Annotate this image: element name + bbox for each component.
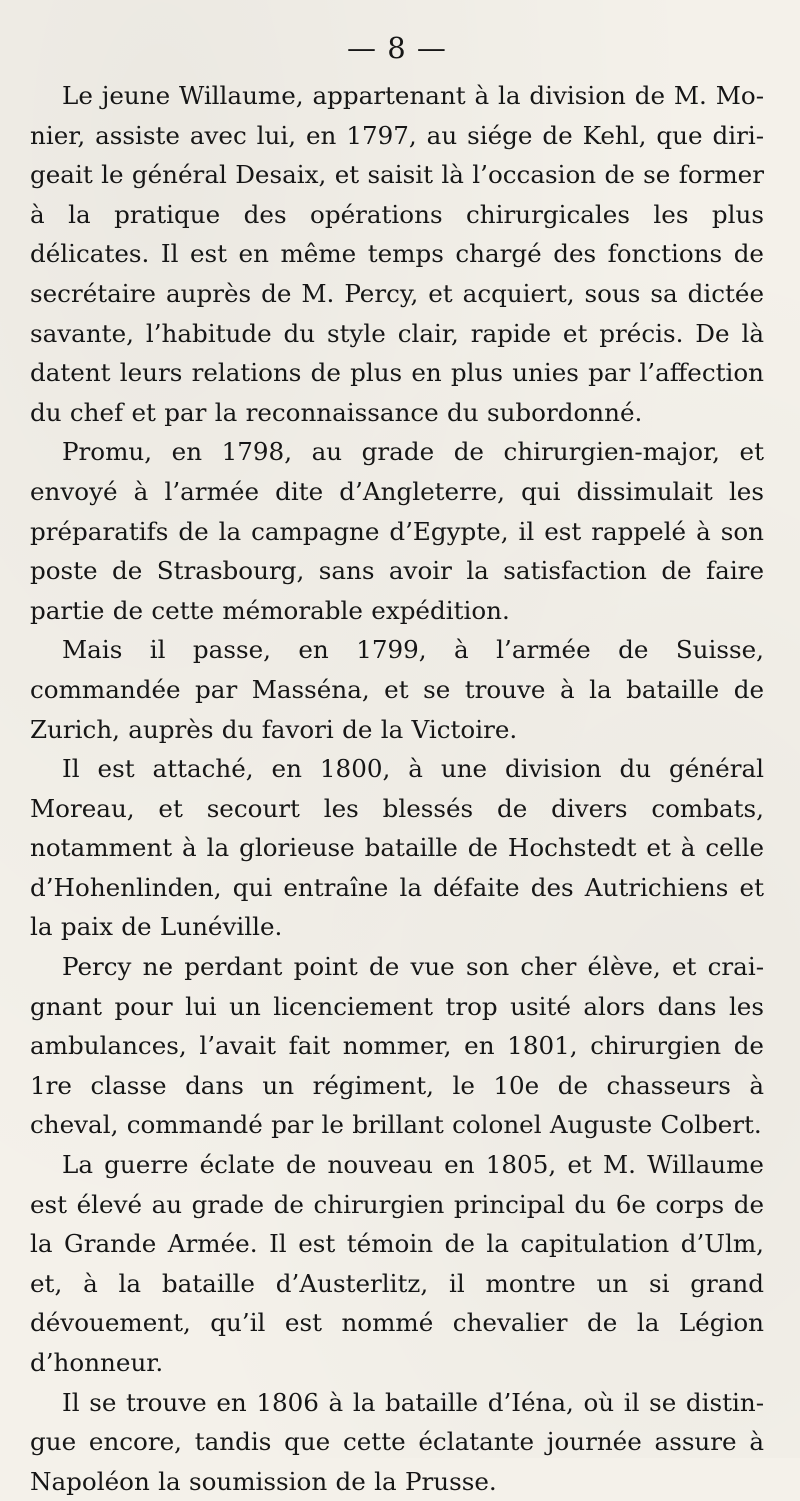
paragraph-iena: Il se trouve en 1806 à la bataille d’Iéna, où il se distingue encore, tandis que cette éclatante journée assure à Napoléon la soumission de la Prusse. xyxy=(30,1387,764,1496)
paragraph-moreau: Il est attaché, en 1800, à une division du général Moreau, et secourt les blessés de divers combats, notamment à la glorieuse bataille de Hochstedt et à celle d’Hohenlinden, qui entraîne la défaite des Autrichiens et la paix de Lunéville. xyxy=(30,754,764,942)
paragraph-suisse: Mais il passe, en 1799, à l’armée de Suisse, commandée par Masséna, et se trouve à la bataille de Zurich, auprès du favori de la Victoire. xyxy=(30,635,764,744)
paragraph-promu: Promu, en 1798, au grade de chirurgien-major, et envoyé à l’armée dite d’Angleterre, qui dissimulait les préparatifs de la campagne d’Egypte, il est rappelé à son poste de Strasbourg, sans avoir la satisfaction de faire partie de cette mémorable expédition. xyxy=(30,437,764,625)
paragraph-percy: Percy ne perdant point de vue son cher élève, et craignant pour lui un licenciement trop usité alors dans les ambulances, l’avait fait nommer, en 1801, chirurgien de 1re classe dans un régiment, le 10e de chasseurs à cheval, commandé par le brillant colonel Auguste Colbert. xyxy=(30,952,764,1140)
page-number: — 8 — xyxy=(347,31,447,65)
paragraph-austerlitz: La guerre éclate de nouveau en 1805, et M. Willaume est élevé au grade de chirurgien principal du 6e corps de la Grande Armée. Il est témoin de la capitulation d’Ulm, et, à la bataille d’Austerlitz, il montre un si grand dévouement, qu’il est nommé chevalier de la Légion d’honneur. xyxy=(30,1150,764,1377)
paragraph-kehl: Le jeune Willaume, appartenant à la division de M. Monier, assiste avec lui, en 1797, au siége de Kehl, que dirigeait le général Desaix, et saisit là l’occasion de se former à la pratique des opérations chirurgicales les plus délicates. Il est en même temps chargé des fonctions de secrétaire auprès de M. Percy, et acquiert, sous sa dictée savante, l’habitude du style clair, rapide et précis. De là datent leurs relations de plus en plus unies par l’affection du chef et par la reconnaissance du subordonné. xyxy=(30,81,764,427)
